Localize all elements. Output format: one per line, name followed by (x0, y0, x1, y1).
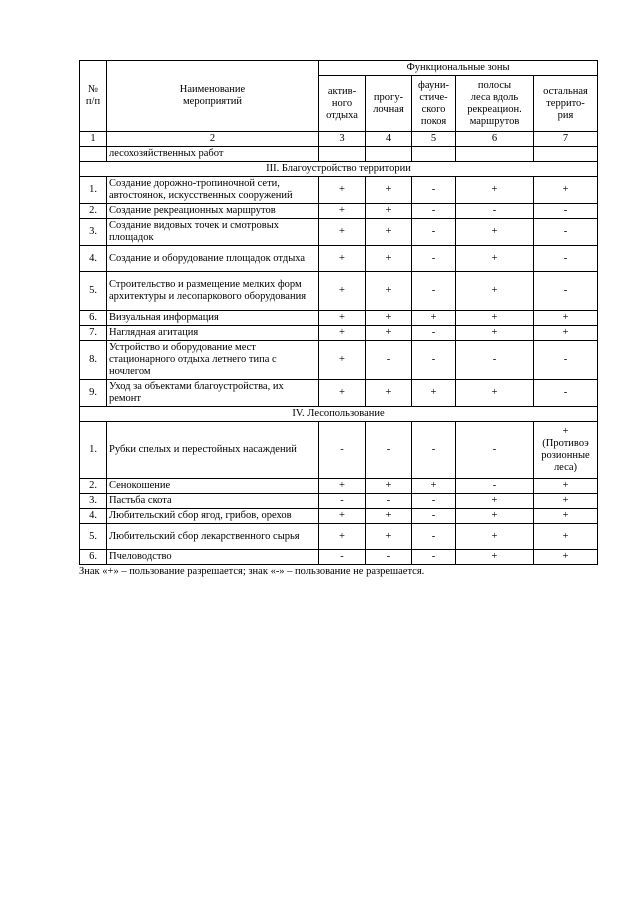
table-row (80, 479, 598, 494)
zone-cell-2: - (366, 494, 412, 509)
header-zone-4: полосы леса вдоль рекреацион. маршрутов (456, 76, 534, 132)
row-name: Создание рекреационных маршрутов (107, 204, 319, 219)
zone-cell-3: - (412, 494, 456, 509)
zone-cell-3: - (412, 326, 456, 341)
zone-cell-1: + (319, 311, 366, 326)
row-number: 8. (80, 341, 107, 380)
zone-cell-5: + (534, 524, 598, 550)
zone-cell-5: + (Противоэ розионные леса) (534, 422, 598, 479)
row-name: Устройство и оборудование мест стационарного отдыха летнего типа с ночлегом (107, 341, 319, 380)
table-row (80, 341, 598, 380)
zone-cell-5: + (534, 177, 598, 204)
row-name: Строительство и размещение мелких форм архитектуры и лесопаркового оборудования (107, 272, 319, 311)
column-number-7: 7 (534, 132, 598, 147)
zone-cell-3: - (412, 550, 456, 565)
zone-cell-4: - (456, 204, 534, 219)
footnote: Знак «+» – пользование разрешается; знак «-» – пользование не разрешается. (79, 566, 425, 577)
continuation-num (80, 147, 107, 162)
zone-cell-4: + (456, 380, 534, 407)
zone-cell-3: - (412, 341, 456, 380)
zone-cell-1: - (319, 550, 366, 565)
functional-zones-table (79, 60, 598, 565)
header-zone-3: фауни- стиче- ского покоя (412, 76, 456, 132)
zone-cell-1: + (319, 326, 366, 341)
table-row (80, 219, 598, 246)
zone-cell-5: + (534, 479, 598, 494)
zone-cell-5: - (534, 341, 598, 380)
row-name: Наглядная агитация (107, 326, 319, 341)
row-name: Любительский сбор лекарственного сырья (107, 524, 319, 550)
row-name: Создание и оборудование площадок отдыха (107, 246, 319, 272)
header-zone-5: остальная террито- рия (534, 76, 598, 132)
zone-cell-1: + (319, 177, 366, 204)
zone-cell-1: + (319, 219, 366, 246)
row-number: 4. (80, 509, 107, 524)
zone-cell-4: + (456, 509, 534, 524)
zone-cell-2: + (366, 219, 412, 246)
header-zone-2: прогу- лочная (366, 76, 412, 132)
row-number: 9. (80, 380, 107, 407)
table-row (80, 204, 598, 219)
section-title-4: IV. Лесопользование (80, 407, 598, 422)
zone-cell-5: - (534, 380, 598, 407)
zone-cell-2: - (366, 422, 412, 479)
table-row (80, 509, 598, 524)
zone-cell-1: + (319, 341, 366, 380)
zone-cell-2: + (366, 326, 412, 341)
zone-cell-2: + (366, 204, 412, 219)
row-number: 6. (80, 550, 107, 565)
zone-cell-1: + (319, 380, 366, 407)
table-row (80, 177, 598, 204)
row-name: Визуальная информация (107, 311, 319, 326)
zone-cell-5: - (534, 246, 598, 272)
header-zones: Функциональные зоны (319, 61, 598, 76)
zone-cell-4: + (456, 311, 534, 326)
zone-cell-4: + (456, 550, 534, 565)
zone-cell-1: + (319, 524, 366, 550)
row-number: 5. (80, 272, 107, 311)
zone-cell-4: - (456, 341, 534, 380)
table-row (80, 550, 598, 565)
zone-cell-5: + (534, 509, 598, 524)
zone-cell-2: + (366, 311, 412, 326)
zone-cell-3: - (412, 524, 456, 550)
row-name: Любительский сбор ягод, грибов, орехов (107, 509, 319, 524)
zone-cell-2: + (366, 246, 412, 272)
zone-cell-1: - (319, 422, 366, 479)
zone-cell-2: + (366, 524, 412, 550)
zone-cell-4: + (456, 524, 534, 550)
zone-cell-3: - (412, 246, 456, 272)
zone-cell-2: - (366, 550, 412, 565)
row-name: Создание видовых точек и смотровых площадок (107, 219, 319, 246)
row-number: 7. (80, 326, 107, 341)
row-name: Пчеловодство (107, 550, 319, 565)
row-name: Рубки спелых и перестойных насаждений (107, 422, 319, 479)
column-number-5: 5 (412, 132, 456, 147)
header-zone-1: актив- ного отдыха (319, 76, 366, 132)
zone-cell-3: + (412, 380, 456, 407)
zone-cell-4: + (456, 494, 534, 509)
header-num: № п/п (80, 61, 107, 132)
zone-cell-4: + (456, 272, 534, 311)
zone-cell-4: - (456, 479, 534, 494)
row-number: 1. (80, 422, 107, 479)
zone-cell-2: - (366, 341, 412, 380)
row-name: Уход за объектами благоустройства, их ремонт (107, 380, 319, 407)
column-number-4: 4 (366, 132, 412, 147)
zone-cell-4: - (456, 422, 534, 479)
section-title-3: III. Благоустройство территории (80, 162, 598, 177)
zone-cell-2: + (366, 479, 412, 494)
zone-cell-3: + (412, 311, 456, 326)
zone-cell-1: + (319, 204, 366, 219)
column-number-1: 1 (80, 132, 107, 147)
zone-cell-1: + (319, 479, 366, 494)
table-row (80, 311, 598, 326)
table-row (80, 494, 598, 509)
column-number-6: 6 (456, 132, 534, 147)
row-number: 5. (80, 524, 107, 550)
zone-cell-4: + (456, 177, 534, 204)
zone-cell-5: + (534, 326, 598, 341)
row-number: 3. (80, 219, 107, 246)
row-number: 3. (80, 494, 107, 509)
zone-cell-5: + (534, 311, 598, 326)
table-row (80, 326, 598, 341)
zone-cell-2: + (366, 272, 412, 311)
table-row (80, 246, 598, 272)
zone-cell-2: + (366, 509, 412, 524)
zone-cell-3: - (412, 177, 456, 204)
zone-cell-5: - (534, 204, 598, 219)
zone-cell-1: + (319, 246, 366, 272)
table-row (80, 524, 598, 550)
zone-cell-5: - (534, 219, 598, 246)
row-name: Сенокошение (107, 479, 319, 494)
zone-cell-3: - (412, 272, 456, 311)
zone-cell-4: + (456, 326, 534, 341)
row-name: Пастьба скота (107, 494, 319, 509)
zone-cell-3: - (412, 422, 456, 479)
row-number: 4. (80, 246, 107, 272)
zone-cell-1: + (319, 272, 366, 311)
zone-cell-1: + (319, 509, 366, 524)
zone-cell-3: - (412, 219, 456, 246)
column-number-2: 2 (107, 132, 319, 147)
zone-cell-2: + (366, 380, 412, 407)
zone-cell-2: + (366, 177, 412, 204)
table-row (80, 380, 598, 407)
zone-cell-3: - (412, 509, 456, 524)
row-number: 6. (80, 311, 107, 326)
zone-cell-5: - (534, 272, 598, 311)
row-number: 2. (80, 479, 107, 494)
zone-cell-1: - (319, 494, 366, 509)
continuation-text: лесохозяйственных работ (107, 147, 319, 162)
zone-cell-5: + (534, 550, 598, 565)
row-number: 1. (80, 177, 107, 204)
zone-cell-5: + (534, 494, 598, 509)
table-row (80, 422, 598, 479)
zone-cell-3: - (412, 204, 456, 219)
row-name: Создание дорожно-тропиночной сети, автостоянок, искусственных сооружений (107, 177, 319, 204)
column-number-3: 3 (319, 132, 366, 147)
row-number: 2. (80, 204, 107, 219)
header-name: Наименование мероприятий (107, 61, 319, 132)
table-row (80, 272, 598, 311)
zone-cell-3: + (412, 479, 456, 494)
zone-cell-4: + (456, 246, 534, 272)
zone-cell-4: + (456, 219, 534, 246)
